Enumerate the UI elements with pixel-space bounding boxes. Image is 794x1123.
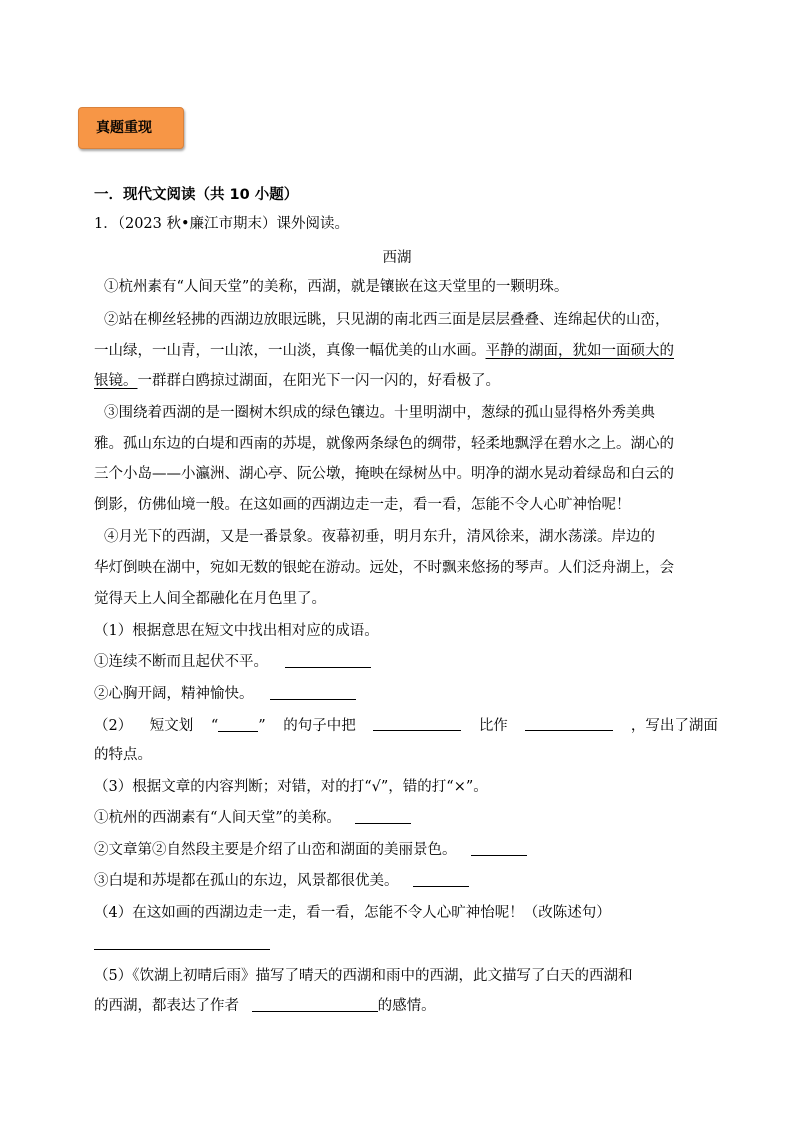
answer-blank-q3b[interactable] (471, 841, 527, 856)
answer-blank-q1a[interactable] (285, 653, 371, 668)
q3a-text: ①杭州的西湖素有“人间天堂”的美称。 (94, 810, 341, 826)
paragraph-3-line-4: 倒影，仿佛仙境一般。在这如画的西湖边走一走，看一看，怎能不令人心旷神怡呢！ (94, 497, 631, 513)
p2-text-end: 一群群白鸥掠过湖面，在阳光下一闪一闪的，好看极了。 (137, 373, 500, 389)
article-title: 西湖 (382, 250, 412, 266)
q5-text-b: 的感情。 (377, 998, 436, 1014)
q2-open-quote: “ (210, 718, 219, 734)
underlined-sentence-part-2: 银镜。 (94, 373, 138, 389)
question-2-line-2: 的特点。 (94, 747, 152, 763)
paragraph-2-line-3 (94, 371, 500, 391)
question-1a (94, 652, 371, 672)
answer-blank-q2-subject[interactable] (373, 716, 461, 731)
q3c-text: ③白堤和苏堤都在孤山的东边，风景都很优美。 (94, 873, 399, 889)
q2-close-quote: ” (258, 718, 266, 734)
q2-quote (211, 716, 266, 736)
q2-text-c: 比作 (478, 718, 508, 734)
question-4-answer (94, 934, 270, 954)
q2-text-d: ，写出了湖面 (630, 718, 718, 734)
q1a-text: ①连续不断而且起伏不平。 (94, 654, 268, 670)
paragraph-2-line-2 (94, 341, 674, 361)
paragraph-3-line-3: 三个小岛——小瀛洲、湖心亭、阮公墩，掩映在绿树丛中。明净的湖水晃动着绿岛和白云的 (94, 466, 674, 482)
question-5-line-2 (94, 996, 436, 1016)
question-1: （1）根据意思在短文中找出相对应的成语。 (94, 623, 379, 639)
question-intro: 1．（2023 秋•廉江市期末）课外阅读。 (94, 216, 350, 232)
q2-number: （2） (94, 718, 133, 734)
paragraph-1: ①杭州素有“人间天堂”的美称，西湖，就是镶嵌在这天堂里的一颗明珠。 (104, 279, 569, 295)
paragraph-3-line-2: 雅。孤山东边的白堤和西南的苏堤，就像两条绿色的绸带，轻柔地飘浮在碧水之上。湖心的 (94, 436, 674, 452)
answer-blank-q2-object[interactable] (525, 716, 613, 731)
question-1b (94, 684, 356, 704)
paragraph-4-line-2: 华灯倒映在湖中，宛如无数的银蛇在游动。远处，不时飘来悠扬的琴声。人们泛舟湖上，会 (94, 560, 674, 576)
q5-text-a: 的西湖，都表达了作者 (94, 998, 239, 1014)
question-5-line-1: （5）《饮湖上初晴后雨》描写了晴天的西湖和雨中的西湖，此文描写了白天的西湖和 (94, 968, 633, 984)
question-3a (94, 808, 411, 828)
underlined-sentence-part-1: 平静的湖面，犹如一面硕大的 (485, 343, 674, 359)
answer-blank-q3a[interactable] (355, 809, 411, 824)
paragraph-3-line-1: ③围绕着西湖的是一圈树木织成的绿色镶边。十里明湖中，葱绿的孤山显得格外秀美典 (104, 405, 655, 421)
answer-blank-q2-quote[interactable] (218, 717, 258, 732)
answer-blank-q1b[interactable] (270, 685, 356, 700)
p2-text: 一山绿，一山青，一山浓，一山淡，真像一幅优美的山水画。 (94, 343, 486, 359)
question-3: （3）根据文章的内容判断；对错，对的打“√”，错的打“×”。 (94, 779, 488, 795)
paragraph-4-line-1: ④月光下的西湖，又是一番景象。夜幕初垂，明月东升，清风徐来，湖水荡漾。岸边的 (104, 529, 655, 545)
answer-blank-q4[interactable] (94, 935, 270, 950)
section-badge: 真题重现 (78, 107, 184, 149)
q3b-text: ②文章第②自然段主要是介绍了山峦和湖面的美丽景色。 (94, 842, 457, 858)
q2-text-a: 短文划 (149, 718, 194, 734)
answer-blank-q3c[interactable] (413, 872, 469, 887)
paragraph-4-line-3: 觉得天上人间全都融化在月色里了。 (94, 591, 326, 607)
answer-blank-q5[interactable] (252, 997, 378, 1012)
q2-text-b: 的句子中把 (283, 718, 356, 734)
question-3c (94, 871, 469, 891)
question-3b (94, 840, 527, 860)
question-4: （4）在这如画的西湖边走一走，看一看，怎能不令人心旷神怡呢！（改陈述句） (94, 905, 611, 921)
q1b-text: ②心胸开阔，精神愉快。 (94, 686, 254, 702)
question-2-line-1 (94, 716, 718, 736)
section-title: 一．现代文阅读（共 10 小题） (94, 187, 299, 203)
paragraph-2-line-1: ②站在柳丝轻拂的西湖边放眼远眺，只见湖的南北西三面是层层叠叠、连绵起伏的山峦， (104, 312, 670, 328)
